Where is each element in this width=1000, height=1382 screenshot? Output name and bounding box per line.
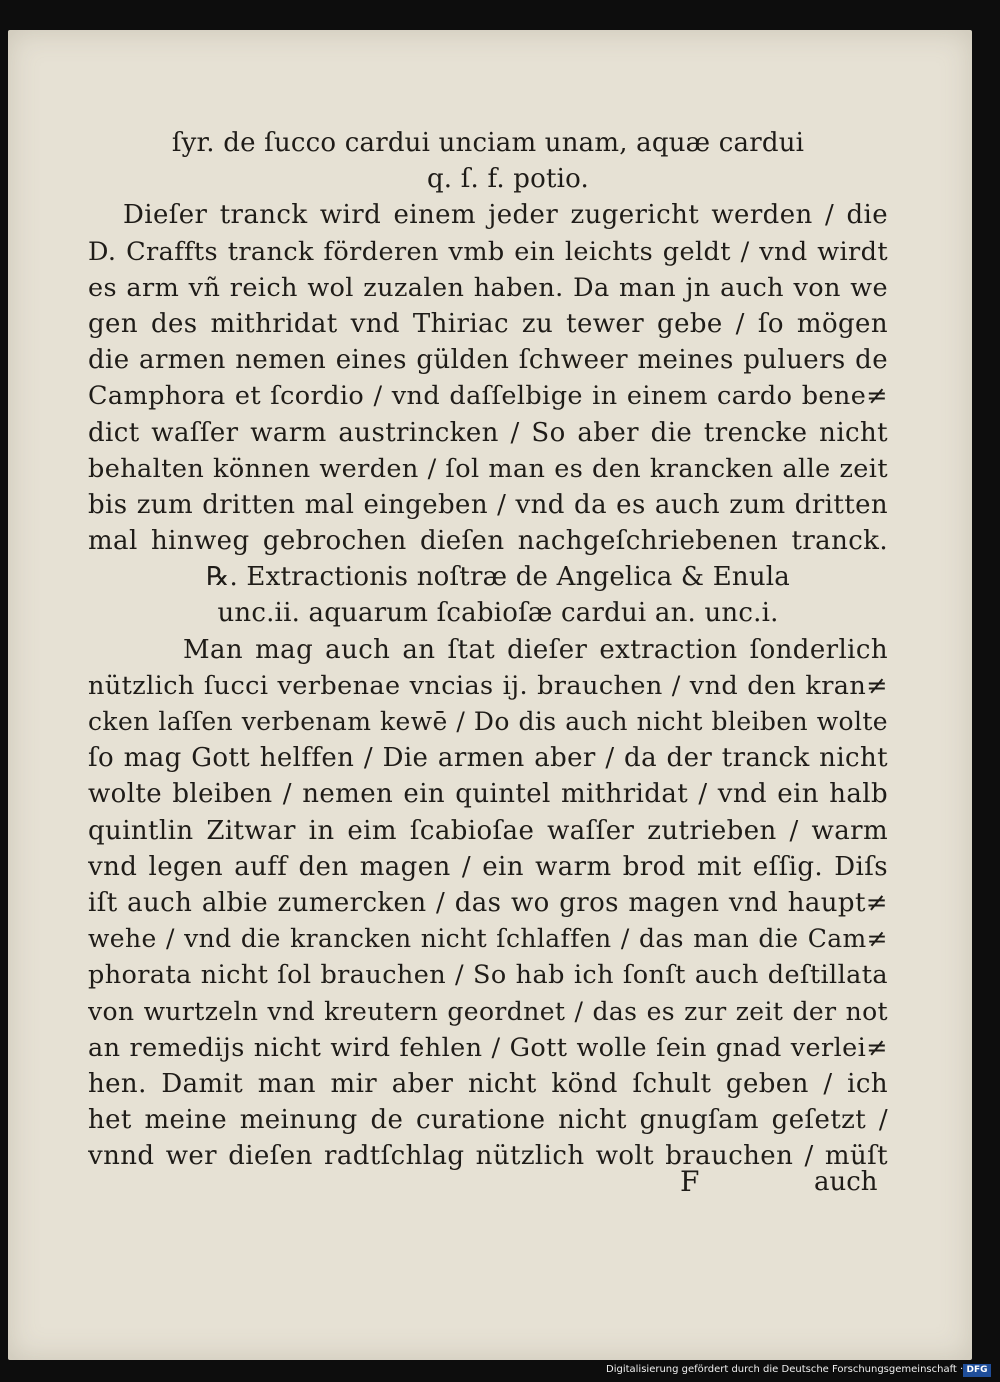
text-line-10: behalten können werden / ſol man es den krancken alle zeit — [88, 453, 888, 484]
signature-mark: F — [680, 1165, 700, 1198]
text-line-18: ſo mag Gott helffen / Die armen aber / da der tranck nicht — [88, 743, 888, 774]
text-line-16: nützlich ſucci verbenae vncias ij. brauchen / vnd den kran≠ — [88, 670, 888, 701]
text-line-24: phorata nicht ſol brauchen / So hab ich ſonſt auch deſtillata — [88, 960, 888, 991]
text-line-23: wehe / vnd die krancken nicht ſchlaffen / das man die Cam≠ — [88, 924, 888, 954]
text-line-27: hen. Damit man mir aber nicht könd ſchult geben / ich — [88, 1068, 888, 1099]
text-line-17: cken laſſen verbenam kewē / Do dis auch nicht bleiben wolte — [88, 707, 888, 736]
dfg-logo: DFG — [963, 1364, 991, 1377]
page-text — [88, 125, 888, 1174]
text-line-12: mal hinweg gebrochen dieſen nachgeſchriebenen tranck. — [88, 526, 888, 557]
text-line-25: von wurtzeln vnd kreutern geordnet / das es zur zeit der not — [88, 996, 888, 1026]
text-line-5: es arm vñ reich wol zuzalen haben. Da man jn auch von we — [88, 272, 888, 303]
text-line-22: iſt auch albie zumercken / das wo gros magen vnd haupt≠ — [88, 887, 888, 918]
text-line-29: vnnd wer dieſen radtſchlag nützlich wolt brauchen / müſt — [88, 1141, 888, 1172]
book-page — [8, 30, 972, 1360]
text-line-21: vnd legen auff den magen / ein warm brod mit eſſig. Diſs — [88, 851, 888, 882]
text-line-1: ſyr. de ſucco cardui unciam unam, aquæ cardui — [171, 128, 805, 158]
text-line-26: an remedijs nicht wird fehlen / Gott wolle ſein gnad verlei≠ — [88, 1032, 888, 1063]
text-line-8: Camphora et ſcordio / vnd daſſelbige in einem cardo bene≠ — [88, 381, 888, 412]
text-line-9: dict waſſer warm austrincken / So aber die trencke nicht — [88, 417, 888, 448]
text-line-19: wolte bleiben / nemen ein quintel mithridat / vnd ein halb — [88, 779, 888, 810]
text-line-14: unc.ii. aquarum ſcabioſæ cardui an. unc.i. — [217, 598, 779, 629]
digitization-credit: Digitalisierung gefördert durch die Deutsche Forschungsgemeinschaft · — [606, 1364, 964, 1375]
text-line-7: die armen nemen eines gülden ſchweer meines puluers de — [88, 345, 888, 376]
text-line-6: gen des mithridat vnd Thiriac zu tewer gebe / ſo mögen — [88, 308, 888, 339]
text-line-4: D. Craffts tranck förderen vmb ein leichts geldt / vnd wirdt — [88, 236, 888, 267]
catchword: auch — [814, 1167, 878, 1197]
text-line-13: ℞. Extractionis noſtræ de Angelica & Enula — [205, 562, 790, 593]
text-line-28: het meine meinung de curatione nicht gnugſam geſetzt / — [88, 1105, 888, 1136]
text-line-2: q. ſ. f. potio. — [426, 164, 590, 195]
text-line-3: Dieſer tranck wird einem jeder zugericht werden / die — [123, 200, 888, 231]
text-line-15: Man mag auch an ſtat dieſer extraction ſonderlich — [183, 634, 888, 665]
text-line-11: bis zum dritten mal eingeben / vnd da es auch zum dritten — [88, 489, 888, 520]
text-line-20: quintlin Zitwar in eim ſcabioſae waſſer zutrieben / warm — [88, 815, 888, 846]
